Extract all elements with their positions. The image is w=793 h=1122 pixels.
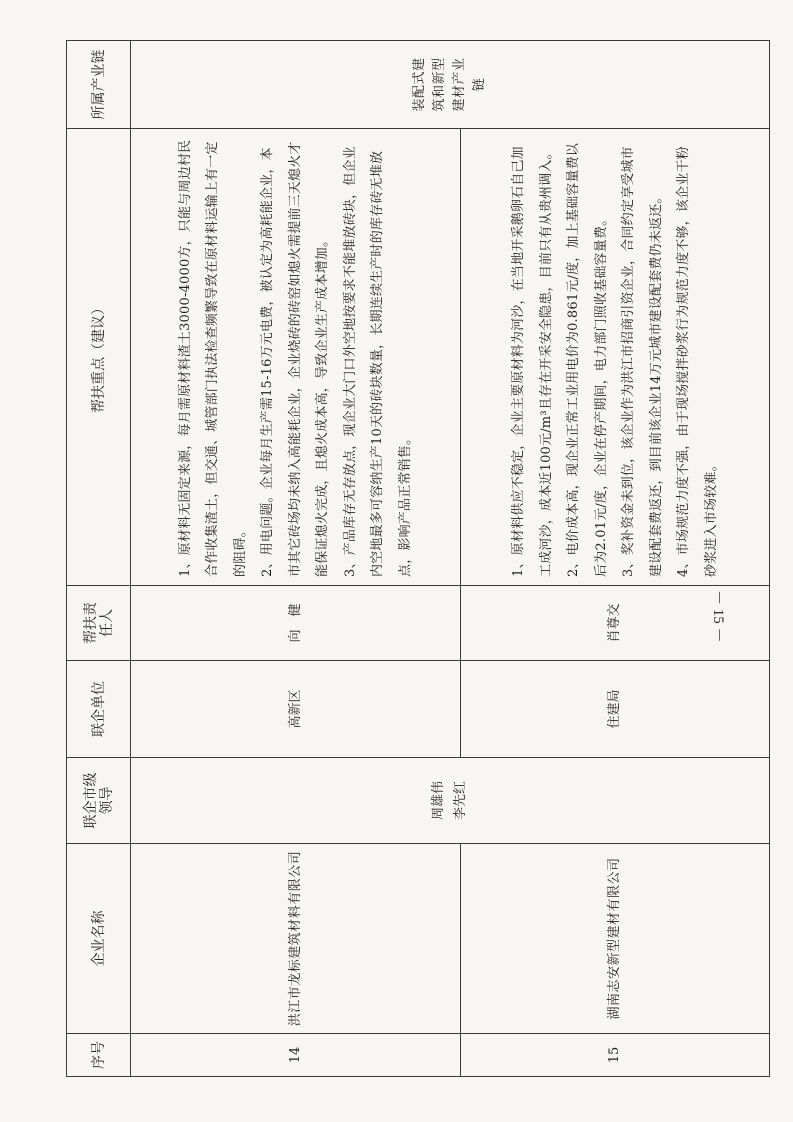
- leader-name: 李先红: [453, 781, 468, 821]
- row-15-unit: 住建局: [461, 661, 770, 758]
- focus-item: 2、电价成本高，现企业正常工业用电价为0.861元/度，加上基础容量费以后为2.01元/度，企业在停产期间，电力部门照收基础容量费。: [566, 142, 609, 577]
- header-leader: 联企市级领导: [67, 758, 131, 844]
- assistance-table: [66, 40, 770, 1077]
- row-15-focus: [461, 129, 770, 586]
- focus-item: 3、产品库存无存放点，现企业大门口外空地按要求不能堆放砖块，但企业内空地最多可容纳生产10天的砖块数量，长期连续生产时的库存砖无堆放点，影响产品正常销售。: [342, 146, 413, 577]
- chain-group: 装配式建筑和新型建材产业链: [131, 41, 770, 129]
- focus-item: 3、奖补资金未到位，该企业作为洪江市招商引资企业，合同约定享受城市建设配套费返还，到目前该企业14万元城市建设配套费仍未返还。: [621, 146, 664, 577]
- header-unit: 联企单位: [67, 661, 131, 758]
- leader-name: 周雄伟: [431, 781, 446, 821]
- focus-item: 4、市场规范力度不强，由于现场搅拌砂浆行为规范力度不够，该企业干粉砂浆进入市场较难。: [676, 146, 719, 577]
- focus-item: 2、用电问题。企业每月生产需15-16万元电费，被认定为高耗能企业，本市其它砖场均未纳入高能耗企业，企业烧砖的砖窑如熄火需提前三天熄火才能保证熄火完成，且熄火成本高，导致企业生产成本增加。: [260, 141, 331, 577]
- header-company: 企业名称: [67, 844, 131, 1034]
- row-14-seq: 14: [131, 1034, 461, 1077]
- header-chain: 所属产业链: [67, 41, 131, 129]
- row-15-seq: 15: [461, 1034, 770, 1077]
- leader-group: [131, 758, 770, 844]
- header-responsible: 帮扶责任人: [67, 586, 131, 661]
- header-focus: 帮扶重点（建议）: [67, 129, 131, 586]
- table-row: [461, 41, 770, 1077]
- table-row: [131, 41, 461, 1077]
- header-row: [67, 41, 131, 1077]
- row-14-focus: [131, 129, 461, 586]
- rotated-page: [66, 41, 769, 1077]
- row-14-unit: 高新区: [131, 661, 461, 758]
- header-seq: 序号: [67, 1034, 131, 1077]
- focus-item: 1、原材料无固定来源，每月需原材料渣土3000-4000方，只能与周边村民合作收集渣土，但交通、城管部门执法检查频繁导致在原材料运输上有一定的阻碍。: [177, 139, 248, 577]
- page-number: － 15 －: [710, 590, 726, 643]
- row-14-company: 洪江市龙标建筑材料有限公司: [131, 844, 461, 1034]
- row-15-responsible: 肖尊交: [461, 586, 770, 661]
- row-15-company: 湖南志安新型建材有限公司: [461, 844, 770, 1034]
- row-14-responsible: 向 健: [131, 586, 461, 661]
- focus-item: 1、原材料供应不稳定，企业主要原材料为河沙，在当地开采鹅卵石自己加工成河沙，成本近100元/m³且存在开采安全隐患，目前只有从贵州调入。: [511, 146, 554, 577]
